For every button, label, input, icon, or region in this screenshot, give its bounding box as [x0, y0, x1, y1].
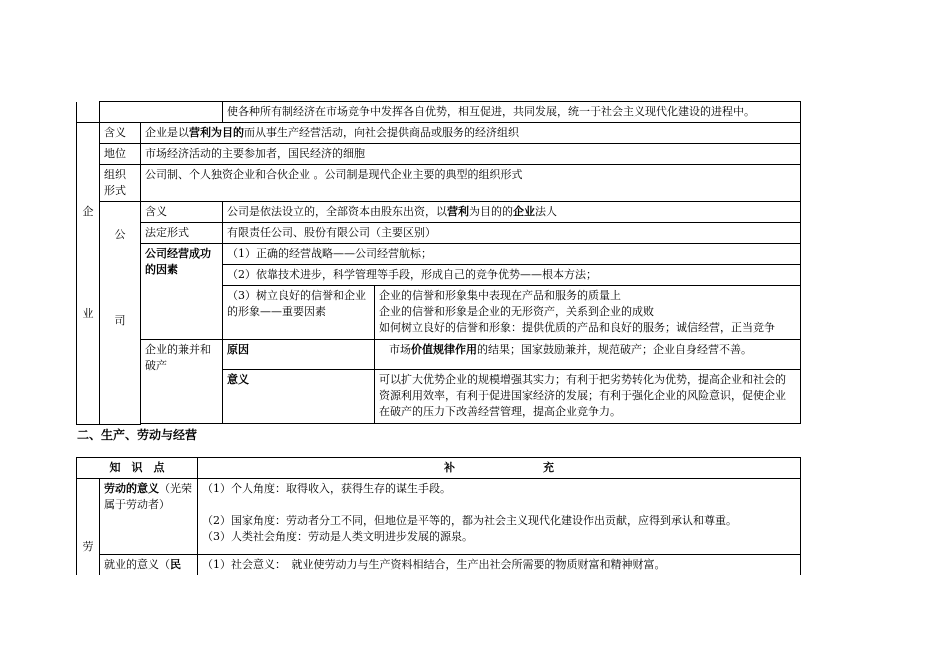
fading-text: 有限责任公司、股份有限公司（主要区别） [223, 223, 801, 244]
gongsi-char-2: 司 [114, 313, 126, 327]
yiyi-text: 可以扩大优势企业的规模增强其实力；有利于把劣势转化为优势，提高企业和社会的资源利用效率，有利于促进国家经济的发展；有利于强化企业的风险意识，促使企业在破产的压力下改善经营管理，提高企业竞争力。 [375, 370, 801, 424]
header-knowledge: 知 识 点 [77, 458, 198, 479]
gongsi-cell [100, 202, 141, 425]
yiyi-label: 意义 [223, 370, 375, 424]
cg-item-3-detail: 企业的信誉和形象集中表现在产品和服务的质量上 企业的信誉和形象是企业的无形资产，关系到企业的成败 如何树立良好的信誉和形象：提供优质的产品和良好的服务；诚信经营，正当竞争 [375, 286, 801, 340]
laodong-label: 劳动的意义（光荣属于劳动者） [100, 479, 198, 555]
qiye-char-1: 企 [82, 205, 94, 219]
qiye-char-2: 业 [82, 307, 94, 321]
fading-label: 法定形式 [141, 223, 223, 244]
lao-cell: 劳 [77, 479, 100, 576]
yuanyin-label: 原因 [223, 340, 375, 370]
cg-item-2: （2）依靠技术进步，科学管理等手段，形成自己的竞争优势——根本方法； [223, 265, 801, 286]
zuzhi-text: 公司制、个人独资企业和合伙企业 。公司制是现代企业主要的典型的组织形式 [141, 165, 801, 202]
cg-item-3: （3）树立良好的信誉和企业的形象——重要因素 [223, 286, 375, 340]
diwei-label: 地位 [100, 144, 141, 165]
jiuye-text: （1）社会意义： 就业使劳动力与生产资料相结合，生产出社会所需要的物质财富和精神财富。 [198, 555, 801, 576]
header-supplement: 补 充 [198, 458, 801, 479]
enterprise-table [76, 101, 801, 425]
hanyi-text: 企业是以营利为目的而从事生产经营活动，向社会提供商品或服务的经济组织 [141, 123, 801, 144]
gongsi-char-1: 公 [114, 227, 126, 241]
g-hanyi-label: 含义 [141, 202, 223, 223]
cg-item-1: （1）正确的经营战略——公司经营航标； [223, 244, 801, 265]
qiye-cell [77, 123, 100, 425]
top-text: 使各种所有制经济在市场竞争中发挥各自优势，相互促进，共同发展，统一于社会主义现代化建设的进程中。 [223, 102, 801, 123]
hanyi-label: 含义 [100, 123, 141, 144]
jiuye-label: 就业的意义（民 [100, 555, 198, 576]
yuanyin-text: 市场价值规律作用的结果；国家鼓励兼并，规范破产；企业自身经营不善。 [375, 340, 801, 370]
section-2-title: 二、生产、劳动与经营 [77, 428, 198, 442]
top-cell-left [77, 102, 100, 123]
g-hanyi-text: 公司是依法设立的，全部资本由股东出资，以营利为目的的企业法人 [223, 202, 801, 223]
labor-table [76, 457, 801, 575]
diwei-text: 市场经济活动的主要参加者，国民经济的细胞 [141, 144, 801, 165]
laodong-text: （1）个人角度：取得收入，获得生存的谋生手段。 （2）国家角度：劳动者分工不同，但地位是平等的，都为社会主义现代化建设作出贡献，应得到承认和尊重。 （3）人类社会角度：劳动是人类文明进步发展的源泉。 [198, 479, 801, 555]
jianbing-label: 企业的兼并和破产 [141, 340, 223, 424]
top-cell-mid [100, 102, 223, 123]
zuzhi-label: 组织形式 [100, 165, 141, 202]
chenggong-label: 公司经营成功的因素 [141, 244, 223, 340]
